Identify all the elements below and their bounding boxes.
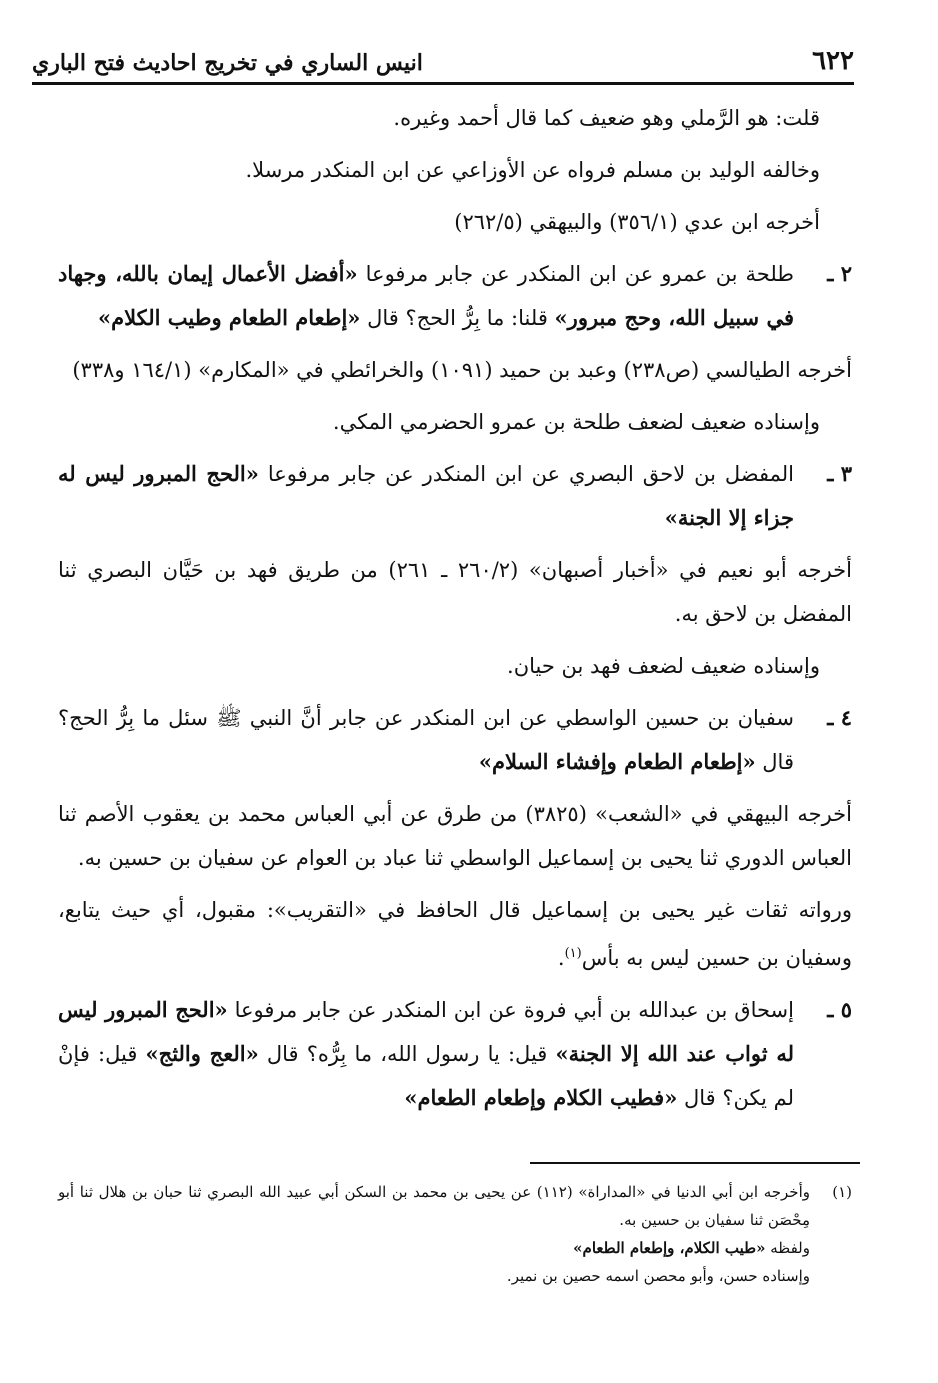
hadith-quote: «إطعام الطعام وطيب الكلام» [97, 305, 361, 330]
entry-number: ٥ ـ [827, 997, 852, 1022]
paragraph: وإسناده ضعيف لضعف طلحة بن عمرو الحضرمي المكي. [332, 410, 820, 434]
paragraph: أخرجه الطيالسي (ص٢٣٨) وعبد بن حميد (١٠٩١) والخرائطي في «المكارم» (١٦٤/١ و٣٣٨) [72, 358, 852, 382]
paragraph: قلت: هو الرَّملي وهو ضعيف كما قال أحمد وغيره. [393, 106, 820, 130]
paragraph-end: . [557, 946, 565, 970]
paragraph: أخرجه أبو نعيم في «أخبار أصبهان» (٢٦٠/٢ ـ ٢٦١) من طريق فهد بن حَيَّان البصري ثنا المفضل بن لاحق به. [58, 558, 852, 626]
hadith-entry-2 [58, 252, 852, 340]
footnote-line: وإسناده حسن، وأبو محصن اسمه حصين بن نمير. [506, 1267, 810, 1285]
footnote-number: (١) [832, 1183, 852, 1201]
paragraph: وخالفه الوليد بن مسلم فرواه عن الأوزاعي عن ابن المنكدر مرسلا. [245, 158, 820, 182]
entry-number: ٣ ـ [827, 461, 852, 486]
running-title: انيس الساري في تخريج احاديث فتح الباري [32, 50, 423, 76]
footnote-line [58, 1234, 852, 1262]
hadith-entry-3 [58, 452, 852, 540]
paragraph: أخرجه ابن عدي (٣٥٦/١) والبيهقي (٢٦٢/٥) [454, 210, 820, 234]
entry-text: قلنا: ما بِرُّ الحج؟ قال [360, 306, 555, 330]
paragraph [58, 888, 852, 980]
paragraph-text: ورواته ثقات غير يحيى بن إسماعيل قال الحافظ في «التقريب»: مقبول، أي حيث يتابع، وسفيان بن حسين ليس به بأس [58, 898, 852, 970]
paragraph: أخرجه البيهقي في «الشعب» (٣٨٢٥) من طرق عن أبي العباس محمد بن يعقوب الأصم ثنا العباس الدوري ثنا يحيى بن إسماعيل الواسطي ثنا عباد بن العوام عن سفيان بن حسين به. [58, 802, 852, 870]
page-number: ٦٢٢ [812, 46, 854, 76]
footnote-quote: «طيب الكلام، وإطعام الطعام» [573, 1239, 766, 1257]
footnote-marker: (١) [564, 946, 582, 961]
entry-text: طلحة بن عمرو عن ابن المنكدر عن جابر مرفوعا [357, 262, 795, 286]
page-header [32, 40, 854, 85]
hadith-quote: «الحج المبرور ليس له ثواب عند الله إلا الجنة» [58, 997, 794, 1066]
entry-number: ٤ ـ [827, 705, 852, 730]
entry-text: المفضل بن لاحق البصري عن ابن المنكدر عن جابر مرفوعا [258, 462, 794, 486]
footnote-divider [530, 1162, 860, 1164]
paragraph: وإسناده ضعيف لضعف فهد بن حيان. [507, 654, 820, 678]
entry-number: ٢ ـ [827, 261, 852, 286]
hadith-quote: «الحج المبرور ليس له جزاء إلا الجنة» [58, 461, 794, 530]
footnote [58, 1178, 852, 1234]
hadith-quote: «أفضل الأعمال إيمان بالله، وجهاد في سبيل الله، وحج مبرور» [58, 261, 794, 330]
footnotes [58, 1178, 852, 1290]
entry-text: سفيان بن حسين الواسطي عن ابن المنكدر عن جابر أنَّ النبي ﷺ سئل ما بِرُّ الحج؟ قال [58, 706, 794, 774]
hadith-quote: «إطعام الطعام وإفشاء السلام» [478, 749, 756, 774]
entry-text: إسحاق بن عبدالله بن أبي فروة عن ابن المنكدر عن جابر مرفوعا [227, 998, 794, 1022]
entry-text: قيل: فإنْ لم يكن؟ قال [58, 1042, 794, 1110]
hadith-entry-4 [58, 696, 852, 784]
main-text [58, 96, 852, 1128]
hadith-quote: «العج والثج» [145, 1041, 259, 1066]
footnote-text: ولفظه [765, 1239, 810, 1257]
hadith-quote: «فطيب الكلام وإطعام الطعام» [404, 1085, 678, 1110]
entry-text: قيل: يا رسول الله، ما بِرُّه؟ قال [258, 1042, 556, 1066]
footnote-text: وأخرجه ابن أبي الدنيا في «المداراة» (١١٢) عن يحيى بن محمد بن السكن أبي عبيد الله البصري ثنا حبان بن هلال ثنا أبو مِحْصَن ثنا سفيان بن حسين به. [58, 1183, 810, 1229]
hadith-entry-5 [58, 988, 852, 1120]
